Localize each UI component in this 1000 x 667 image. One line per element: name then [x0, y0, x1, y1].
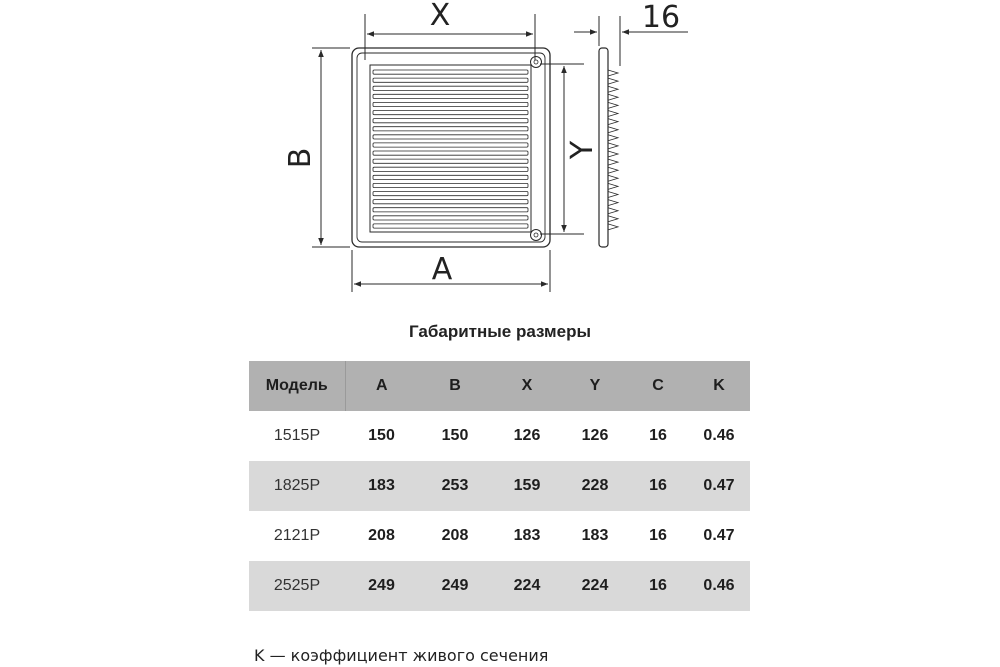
- side-louver-edge: [608, 167, 618, 173]
- cell-a: 183: [345, 461, 418, 511]
- side-louver-edge: [608, 151, 618, 157]
- dimension-a-label: A: [431, 252, 453, 287]
- louver-slat: [373, 127, 528, 131]
- cell-x: 126: [513, 427, 541, 444]
- side-louver-edge: [608, 175, 618, 181]
- louver-slat: [373, 216, 528, 220]
- screw-hole-bottom: [531, 230, 542, 241]
- header-c: C: [628, 361, 688, 411]
- side-view-louvers: [608, 70, 618, 230]
- header-a: A: [345, 361, 418, 411]
- side-louver-edge: [608, 224, 618, 230]
- side-louver-edge: [608, 70, 618, 76]
- side-louver-edge: [608, 78, 618, 84]
- louver-slat: [373, 167, 528, 171]
- cell-x: 183: [513, 527, 541, 544]
- header-k: K: [688, 361, 750, 411]
- louver-slat: [373, 78, 528, 82]
- cell-k: 0.47: [703, 527, 735, 544]
- cell-model: 2525P: [249, 561, 345, 611]
- footnote-k: K — коэффициент живого сечения: [254, 646, 549, 665]
- louver-slat: [373, 102, 528, 106]
- cell-k: 0.47: [688, 461, 750, 511]
- grille-louvers: [373, 70, 528, 228]
- cell-y: 224: [562, 561, 628, 611]
- cell-b: 253: [418, 461, 492, 511]
- dimension-y-label: Y: [565, 140, 600, 160]
- header-x: X: [492, 361, 562, 411]
- dimension-x-label: X: [429, 0, 451, 33]
- dimension-depth-label: 16: [641, 0, 681, 35]
- cell-c: 16: [628, 461, 688, 511]
- cell-y: 126: [581, 427, 609, 444]
- header-y: Y: [562, 361, 628, 411]
- louver-slat: [373, 183, 528, 187]
- louver-slat: [373, 111, 528, 115]
- louver-slat: [373, 143, 528, 147]
- screw-hole-top-inner: [534, 60, 538, 64]
- louver-slat: [373, 200, 528, 204]
- cell-model: 1515P: [273, 427, 321, 444]
- side-louver-edge: [608, 102, 618, 108]
- side-louver-edge: [608, 86, 618, 92]
- side-view-flange: [599, 48, 608, 247]
- cell-x: 159: [492, 461, 562, 511]
- dimensions-table: [249, 361, 750, 611]
- cell-y: 183: [581, 527, 609, 544]
- table-row: [249, 561, 750, 611]
- cell-c: 16: [649, 427, 667, 444]
- header-b: B: [418, 361, 492, 411]
- header-model: Модель: [249, 361, 345, 411]
- louver-slat: [373, 175, 528, 179]
- cell-a: 249: [345, 561, 418, 611]
- side-louver-edge: [608, 183, 618, 189]
- dimension-b: [312, 48, 350, 247]
- table-row: [249, 461, 750, 511]
- side-louver-edge: [608, 119, 618, 125]
- cell-a: 208: [368, 527, 395, 544]
- side-louver-edge: [608, 135, 618, 141]
- side-louver-edge: [608, 200, 618, 206]
- cell-b: 208: [441, 527, 469, 544]
- side-louver-edge: [608, 192, 618, 198]
- louver-slat: [373, 224, 528, 228]
- cell-k: 0.46: [688, 561, 750, 611]
- side-louver-edge: [608, 208, 618, 214]
- louver-slat: [373, 192, 528, 196]
- screw-hole-bottom-inner: [534, 233, 538, 237]
- side-louver-edge: [608, 143, 618, 149]
- cell-c: 16: [649, 527, 667, 544]
- grille-front-view: [352, 48, 550, 247]
- louver-slat: [373, 119, 528, 123]
- cell-b: 150: [441, 427, 469, 444]
- table-row: [249, 511, 750, 561]
- side-louver-edge: [608, 127, 618, 133]
- cell-x: 224: [492, 561, 562, 611]
- cell-model: 2121P: [273, 527, 321, 544]
- side-louver-edge: [608, 111, 618, 117]
- cell-b: 249: [418, 561, 492, 611]
- screw-hole-top: [531, 57, 542, 68]
- side-louver-edge: [608, 216, 618, 222]
- louver-slat: [373, 86, 528, 90]
- grille-technical-drawing: [0, 0, 1000, 310]
- dimension-b-label: B: [283, 147, 318, 169]
- side-louver-edge: [608, 94, 618, 100]
- table-header-row: [249, 361, 750, 411]
- cell-y: 228: [562, 461, 628, 511]
- side-louver-edge: [608, 159, 618, 165]
- louver-slat: [373, 151, 528, 155]
- louver-slat: [373, 70, 528, 74]
- table-title: Габаритные размеры: [409, 322, 591, 341]
- grille-frame-inner-edge: [357, 53, 545, 242]
- louver-slat: [373, 94, 528, 98]
- louver-slat: [373, 208, 528, 212]
- cell-a: 150: [368, 427, 395, 444]
- cell-k: 0.46: [703, 427, 735, 444]
- grille-side-view: [599, 48, 618, 247]
- cell-c: 16: [628, 561, 688, 611]
- louver-slat: [373, 159, 528, 163]
- cell-model: 1825P: [249, 461, 345, 511]
- table-row: [249, 411, 750, 461]
- louver-slat: [373, 135, 528, 139]
